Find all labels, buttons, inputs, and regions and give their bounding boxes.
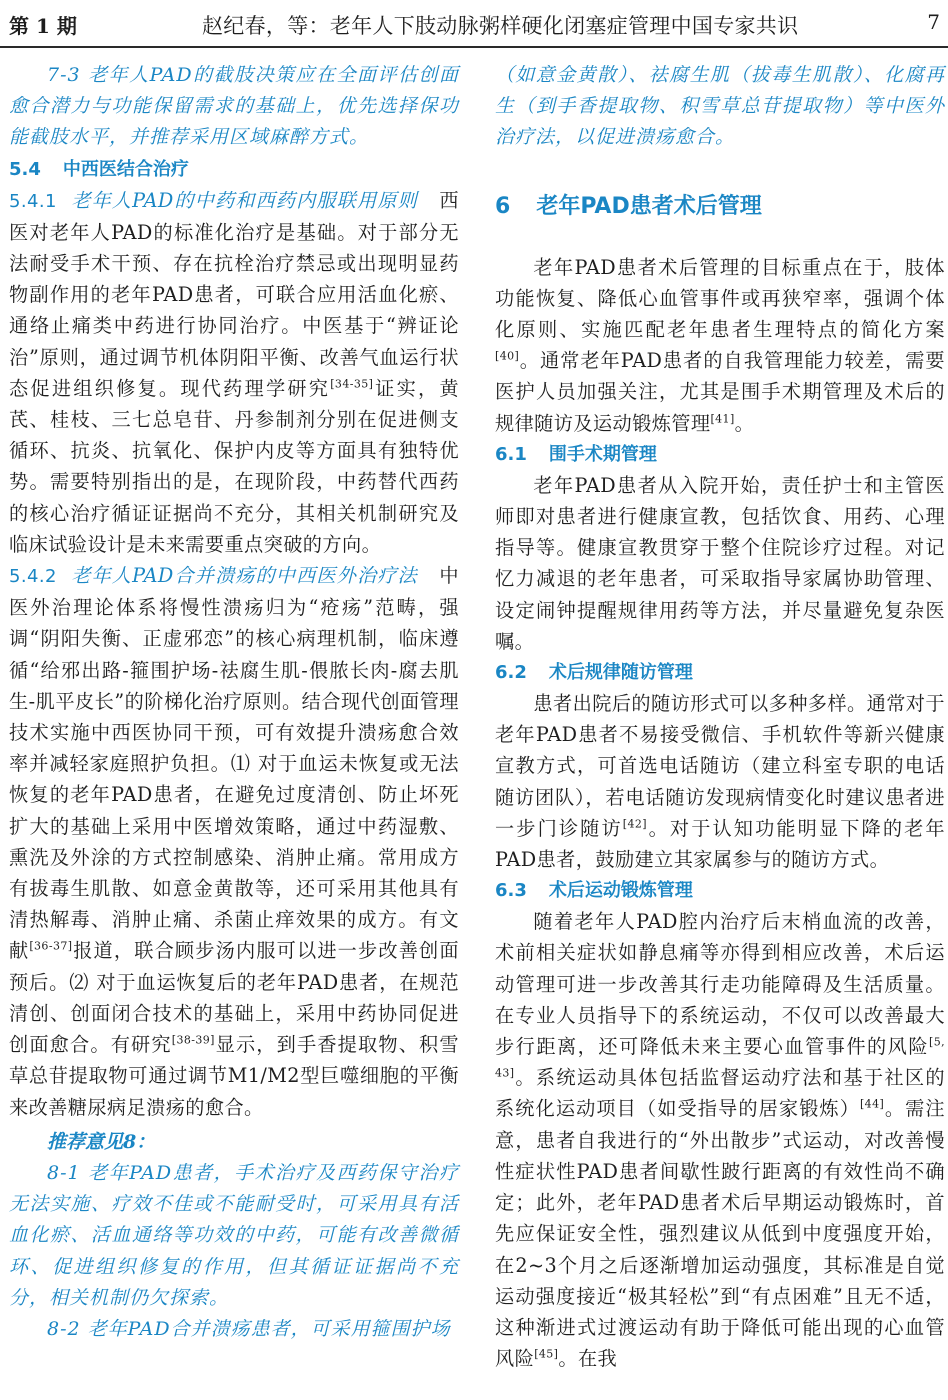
section-6-1-paragraph: 老年PAD患者从入院开始，责任护士和主管医师即对患者进行健康宣教，包括饮食、用药、心理指导等。健康宣教贯穿于整个住院诊疗过程。对记忆力减退的老年患者，可采取指导家属协助管理、设定闹钟提醒规律用药等方法，并尽量避免复杂医嘱。 <box>495 473 945 653</box>
section-6-heading <box>495 192 945 222</box>
recommendation-8-1: 8-1 老年PAD患者，手术治疗及西药保守治疗无法实施、疗效不佳或不能耐受时，可采用具有活血化瘀、活血通络等功效的中药，可能有改善微循环、促进组织修复的作用，但其循证证据尚不充分，相关机制仍欠探索。 <box>9 1161 459 1309</box>
body-text: 。系统运动具体包括监督运动疗法和基于社区的系统化运动项目（如受指导的居家锻炼） <box>495 1066 945 1121</box>
page-header <box>0 0 948 48</box>
body-text: 。通常老年PAD患者的自我管理能力较差，需要医护人员加强关注，尤其是围手术期管理及术后的规律随访及运动锻炼管理 <box>495 349 945 435</box>
section-6-1-heading <box>495 439 945 470</box>
citation: [36-37] <box>29 940 73 954</box>
right-column <box>495 60 945 1374</box>
section-number: 6.2 <box>495 662 527 684</box>
citation: [45] <box>534 1347 559 1361</box>
section-6-2-heading <box>495 657 945 688</box>
body-text: 。需注意，患者自我进行的“外出散步”式运动，对改善慢性症状性PAD患者间歇性跛行距离的有效性尚不确定；此外，老年PAD患者术后早期运动锻炼时，首先应保证安全性，强烈建议从低到中度强度开始，在2~3个月之后逐渐增加运动强度，其标准是自觉运动强度接近“极其轻松”到“有点困难”且无不适，这种渐进式过渡运动有助于降低可能出现的心血管风险 <box>495 1097 946 1371</box>
section-6-3-paragraph <box>495 906 945 1374</box>
citation: [44] <box>859 1098 885 1112</box>
subsection-title: 老年人PAD的中药和西药内服联用原则 <box>71 188 418 212</box>
running-title: 赵纪春，等：老年人下肢动脉粥样硬化闭塞症管理中国专家共识 <box>202 14 799 38</box>
section-number: 5.4 <box>9 158 41 180</box>
left-column <box>9 60 459 1345</box>
body-text: 报道，联合顾步汤内服可以进一步改善创面预后。⑵ 对于血运恢复后的老年PAD患者，在规范清创、创面闭合技术的基础上，采用中药协同促进创面愈合。有研究 <box>9 939 459 1057</box>
subsection-number: 5.4.2 <box>9 566 57 588</box>
citation: [34-35] <box>330 377 374 391</box>
section-number: 6.1 <box>495 443 527 465</box>
citation: [40] <box>495 349 520 363</box>
body-text: 西医对老年人PAD的标准化治疗是基础。对于部分无法耐受手术干预、存在抗栓治疗禁忌或出现明显药物副作用的老年PAD患者，可联合应用活血化瘀、通络止痛类中药进行协同治疗。中医基于“辨证论治”原则，通过调节机体阴阳平衡、改善气血运行状态促进组织修复。现代药理学研究 <box>9 188 460 400</box>
body-text: 。 <box>734 411 755 435</box>
section-title: 中西医结合治疗 <box>62 158 189 180</box>
section-5-4-1-paragraph <box>9 185 459 560</box>
recommendation-8-2-start: 8-2 老年PAD合并溃疡患者，可采用箍围护场 <box>47 1317 451 1340</box>
page-number: 7 <box>927 10 940 34</box>
section-title: 术后运动锻炼管理 <box>548 880 693 902</box>
citation: [5, 43] <box>495 1035 945 1080</box>
body-text: 。在我 <box>558 1347 618 1371</box>
citation: [41] <box>710 412 735 426</box>
section-number: 6 <box>495 193 511 219</box>
recommendation-8-2-continued: （如意金黄散）、祛腐生肌（拔毒生肌散）、化腐再生（到手香提取物、积雪草总苷提取物）等中医外治疗法，以促进溃疡愈合。 <box>495 64 945 149</box>
body-text: 。对于认知功能明显下降的老年PAD患者，鼓励建立其家属参与的随访方式。 <box>495 816 945 872</box>
body-text: 证实，黄芪、桂枝、三七总皂苷、丹参制剂分别在促进侧支循环、抗炎、抗氧化、保护内皮等方面具有独特优势。需要特别指出的是，在现阶段，中药替代西药的核心治疗循证证据尚不充分，其相关机制研究及临床试验设计是未来需要重点突破的方向。 <box>9 376 460 556</box>
recommendation-8-title: 推荐意见8： <box>47 1130 156 1153</box>
issue-label: 第 1 期 <box>9 14 77 38</box>
section-5-4-heading <box>9 154 459 185</box>
body-text: 中医外治理论体系将慢性溃疡归为“疮疡”范畴，强调“阴阳失衡、正虚邪恋”的核心病理机制，临床遵循“给邪出路-箍围护场-祛腐生肌-偎脓长肉-腐去肌生-肌平皮长”的阶梯化治疗原则。结合现代创面管理技术实施中西医协同干预，可有效提升溃疡愈合效率并减轻家庭照护负担。⑴ 对于血运未恢复或无法恢复的老年PAD患者，在避免过度清创、防止坏死扩大的基础上采用中医增效策略，通过中药湿敷、熏洗及外涂的方式控制感染、消肿止痛。常用成方有拔毒生肌散、如意金黄散等，还可采用其他具有清热解毒、消肿止痛、杀菌止痒效果的成方。有文献 <box>9 564 460 963</box>
header-rule <box>0 46 948 48</box>
section-6-2-paragraph <box>495 688 945 875</box>
section-5-4-2-paragraph <box>9 560 459 1123</box>
section-title: 老年PAD患者术后管理 <box>536 193 762 219</box>
subsection-title: 老年人PAD合并溃疡的中西医外治疗法 <box>71 564 418 588</box>
section-number: 6.3 <box>495 880 527 902</box>
citation: [38-39] <box>171 1033 215 1047</box>
body-text: 随着老年人PAD腔内治疗后末梢血流的改善，术前相关症状如静息痛等亦得到相应改善，术后运动管理可进一步改善其行走功能障碍及生活质量。在专业人员指导下的系统运动，不仅可以改善最大步行距离，还可降低未来主要心血管事件的风险 <box>495 910 945 1059</box>
citation: [42] <box>622 817 647 831</box>
body-text: 老年PAD患者术后管理的目标重点在于，肢体功能恢复、降低心血管事件或再狭窄率，强调个体化原则、实施匹配老年患者生理特点的简化方案 <box>495 255 945 342</box>
section-6-3-heading <box>495 875 945 906</box>
subsection-number: 5.4.1 <box>9 190 57 212</box>
body-text: 患者出院后的随访形式可以多种多样。通常对于老年PAD患者不易接受微信、手机软件等新兴健康宣教方式，可首选电话随访（建立科室专职的电话随访团队），若电话随访发现病情变化时建议患者进一步门诊随访 <box>495 692 945 840</box>
section-title: 围手术期管理 <box>548 443 657 465</box>
section-6-intro <box>495 252 945 439</box>
body-text: 显示，到手香提取物、积雪草总苷提取物可通过调节M1/M2型巨噬细胞的平衡来改善糖尿病足溃疡的愈合。 <box>9 1033 459 1119</box>
recommendation-7-3: 7-3 老年人PAD的截肢决策应在全面评估创面愈合潜力与功能保留需求的基础上，优先选择保功能截肢水平，并推荐采用区域麻醉方式。 <box>9 64 459 149</box>
section-title: 术后规律随访管理 <box>548 662 693 684</box>
